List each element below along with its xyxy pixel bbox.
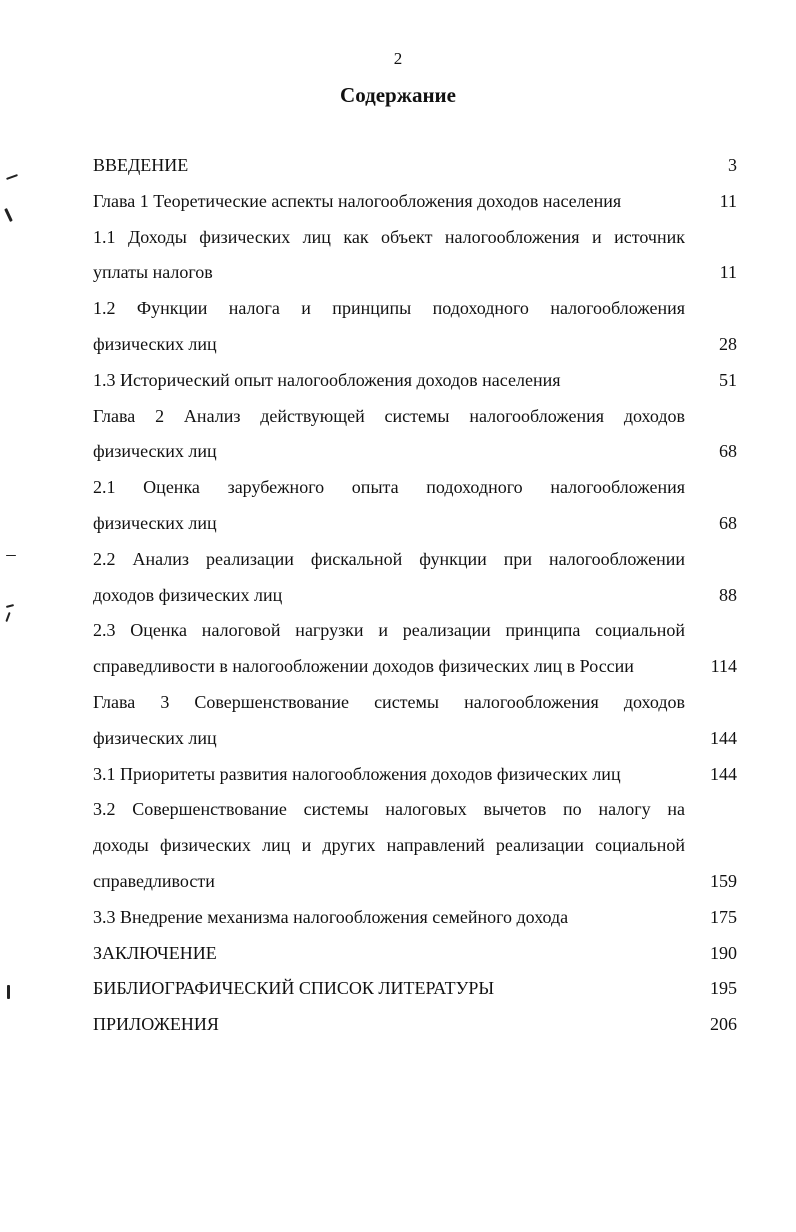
toc-entry-line (93, 363, 737, 399)
page-title: Содержание (340, 83, 456, 107)
toc-entry-text: физических лиц (93, 512, 217, 533)
toc-entry-text: Глава 1 Теоретические аспекты налогообложения доходов населения (93, 190, 622, 211)
toc-entry-text: 2.3 Оценка налоговой нагрузки и реализации принципа социальной (93, 620, 685, 641)
toc-entry-text: доходов физических лиц (93, 584, 283, 605)
table-of-contents (93, 148, 737, 1043)
toc-entry-text: 2.1 Оценка зарубежного опыта подоходного налогообложения (93, 477, 685, 498)
toc-entry-text: справедливости в налогообложении доходов физических лиц в России (93, 656, 634, 677)
toc-entry-text: 1.2 Функции налога и принципы подоходного налогообложения (93, 298, 685, 319)
toc-entry-line (93, 685, 737, 721)
toc-entry-page: 51 (719, 369, 737, 390)
toc-entry-page: 28 (719, 333, 737, 354)
toc-entry-page: 175 (710, 906, 737, 927)
toc-entry-page: 3 (728, 155, 737, 175)
toc-entry-line (93, 470, 737, 506)
toc-entry-page: 159 (710, 870, 737, 891)
toc-entry-line (93, 1007, 737, 1043)
toc-entry-line (93, 613, 737, 649)
toc-entry-text: Глава 2 Анализ действующей системы налогообложения доходов (93, 405, 685, 426)
toc-entry-text: 2.2 Анализ реализации фискальной функции при налогообложении (93, 548, 685, 569)
toc-entry-line (93, 971, 737, 1007)
page-number: 2 (393, 49, 403, 68)
toc-entry-text: 1.1 Доходы физических лиц как объект налогообложения и источник (93, 226, 685, 247)
toc-entry-line (93, 434, 737, 470)
toc-entry-page: 11 (719, 262, 737, 283)
toc-entry-text: 1.3 Исторический опыт налогообложения доходов населения (93, 369, 561, 390)
toc-entry-text: физических лиц (93, 333, 217, 354)
toc-entry-page: 88 (719, 584, 737, 605)
toc-entry-line (93, 828, 737, 864)
toc-entry-text: 3.1 Приоритеты развития налогообложения доходов физических лиц (93, 763, 621, 784)
toc-entry-line (93, 649, 737, 685)
toc-entry-text: физических лиц (93, 441, 217, 462)
toc-entry-text: справедливости (93, 870, 215, 891)
toc-entry-page: 114 (710, 656, 737, 677)
toc-entry-line (93, 936, 737, 972)
toc-entry-page: 68 (719, 441, 737, 462)
toc-entry-page: 195 (710, 978, 737, 999)
toc-entry-line (93, 184, 737, 220)
toc-entry-line (93, 291, 737, 327)
toc-entry-line (93, 506, 737, 542)
toc-entry-page: 190 (710, 942, 737, 963)
toc-entry-line (93, 255, 737, 291)
toc-entry-text: ПРИЛОЖЕНИЯ (93, 1014, 219, 1035)
toc-entry-line (93, 220, 737, 256)
toc-entry-text: БИБЛИОГРАФИЧЕСКИЙ СПИСОК ЛИТЕРАТУРЫ (93, 978, 495, 999)
toc-entry-text: 3.2 Совершенствование системы налоговых вычетов по налогу на (93, 799, 685, 820)
toc-entry-text: уплаты налогов (93, 262, 213, 283)
toc-entry-text: ЗАКЛЮЧЕНИЕ (93, 942, 217, 963)
toc-entry-line (93, 757, 737, 793)
toc-entry-line (93, 900, 737, 936)
toc-entry-line (93, 327, 737, 363)
toc-entry-page: 206 (710, 1014, 737, 1035)
toc-entry-text: физических лиц (93, 727, 217, 748)
toc-entry-page: 68 (719, 512, 737, 533)
toc-entry-page: 11 (719, 190, 737, 211)
toc-entry-line (93, 792, 737, 828)
toc-entry-text: Глава 3 Совершенствование системы налогообложения доходов (93, 691, 685, 712)
toc-entry-line (93, 864, 737, 900)
toc-entry-text: доходы физических лиц и других направлений реализации социальной (93, 835, 685, 856)
toc-entry-page: 144 (710, 763, 737, 784)
toc-entry-text: 3.3 Внедрение механизма налогообложения семейного дохода (93, 906, 569, 927)
toc-entry-line (93, 721, 737, 757)
toc-entry-line (93, 578, 737, 614)
toc-entry-line (93, 542, 737, 578)
toc-entry-page: 144 (710, 727, 737, 748)
toc-entry-line (93, 399, 737, 435)
toc-entry-line (93, 148, 737, 184)
toc-entry-text: ВВЕДЕНИЕ (93, 155, 189, 175)
